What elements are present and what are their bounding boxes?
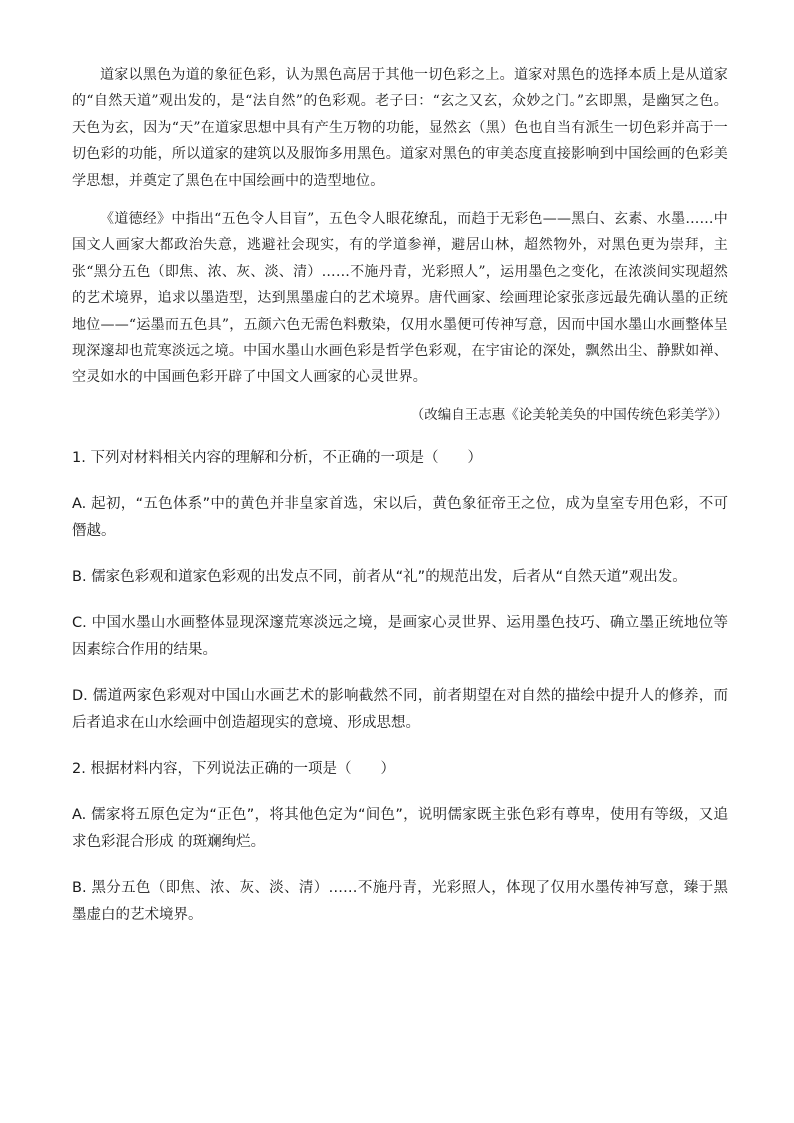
- question-1-option-b: B. 儒家色彩观和道家色彩观的出发点不同，前者从“礼”的规范出发，后者从“自然天道”观出发。: [72, 568, 687, 585]
- passage-paragraph-1: 道家以黑色为道的象征色彩，认为黑色高居于其他一切色彩之上。道家对黑色的选择本质上是从道家的“自然天道”观出发的，是“法自然”的色彩观。老子曰：“玄之又玄，众妙之门。”玄即黑，是幽冥之色。天色为玄，因为“天”在道家思想中具有产生万物的功能，显然玄（黑）色也自当有派生一切色彩并高于一切色彩的功能，所以道家的建筑以及服饰多用黑色。道家对黑色的审美态度直接影响到中国绘画的色彩美学思想，并奠定了黑色在中国绘画中的造型地位。: [72, 67, 728, 189]
- question-1: [72, 445, 728, 737]
- question-1-option-c: C. 中国水墨山水画整体显现深邃荒寒淡远之境，是画家心灵世界、运用墨色技巧、确立墨正统地位等因素综合作用的结果。: [72, 614, 728, 658]
- question-1-option-d: D. 儒道两家色彩观对中国山水画艺术的影响截然不同，前者期望在对自然的描绘中提升人的修养，而后者追求在山水绘画中创造超现实的意境、形成思想。: [72, 687, 728, 731]
- question-1-option-a: A. 起初，“五色体系”中的黄色并非皇家首选，宋以后，黄色象征帝王之位，成为皇室专用色彩，不可僭越。: [72, 495, 728, 539]
- question-2-stem: 2. 根据材料内容，下列说法正确的一项是（ ）: [72, 760, 395, 777]
- passage-source: （改编自王志惠《论美轮美奂的中国传统色彩美学》）: [410, 406, 728, 423]
- question-2: [72, 756, 728, 929]
- question-2-option-b: B. 黑分五色（即焦、浓、灰、淡、清）……不施丹青，光彩照人，体现了仅用水墨传神写意，臻于黑墨虚白的艺术境界。: [72, 879, 728, 923]
- question-1-stem: 1. 下列对材料相关内容的理解和分析，不正确的一项是（ ）: [72, 449, 482, 466]
- question-2-option-a: A. 儒家将五原色定为“正色”，将其他色定为“间色”，说明儒家既主张色彩有尊卑，使用有等级，又追求色彩混合形成 的斑斓绚烂。: [72, 806, 728, 850]
- passage-paragraph-2: 《道德经》中指出“五色令人目盲”，五色令人眼花缭乱，而趋于无彩色——黑白、玄素、水墨……中国文人画家大都政治失意，逃避社会现实，有的学道参禅，避居山林，超然物外，对黑色更为崇拜，主张“黑分五色（即焦、浓、灰、淡、清）……不施丹青，光彩照人”，运用墨色之变化，在浓淡间实现超然的艺术境界，追求以墨造型，达到黑墨虚白的艺术境界。唐代画家、绘画理论家张彦远最先确认墨的正统地位——“运墨而五色具”，五颜六色无需色料敷染，仅用水墨便可传神写意，因而中国水墨山水画整体呈现深邃却也荒寒淡远之境。中国水墨山水画色彩是哲学色彩观，在宇宙论的深处，飘然出尘、静默如禅、空灵如水的中国画色彩开辟了中国文人画家的心灵世界。: [72, 211, 728, 386]
- document-page: [72, 62, 728, 948]
